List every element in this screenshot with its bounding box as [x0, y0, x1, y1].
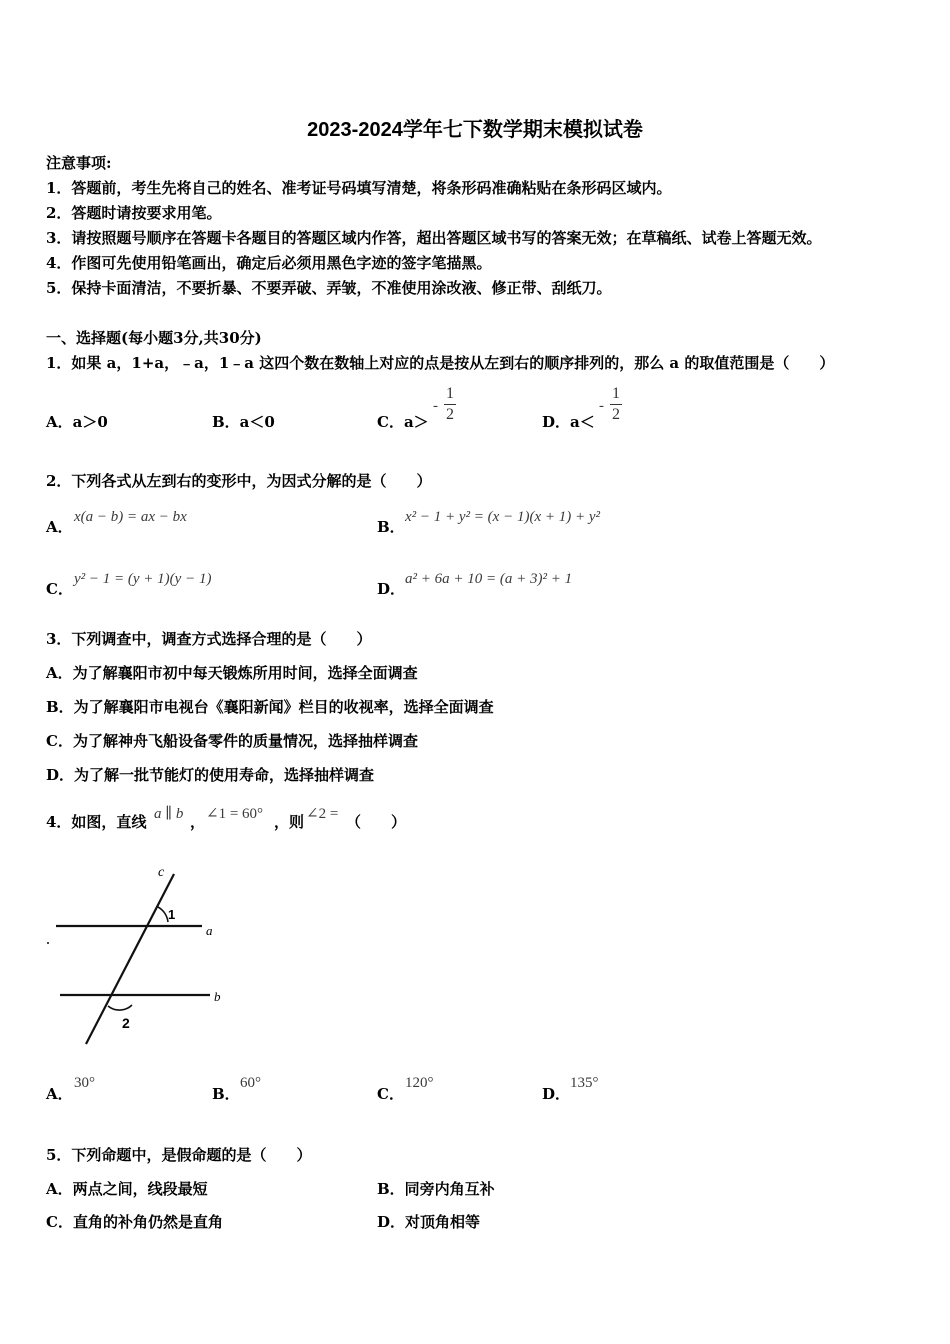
- line-c: [86, 874, 174, 1044]
- q4-label-d: D．: [542, 1085, 571, 1103]
- q1-option-a: A．a＞0: [46, 413, 108, 431]
- q3-stem: 3．下列调查中，调查方式选择合理的是（ ）: [46, 630, 372, 648]
- angle-2-arc: [108, 1005, 132, 1010]
- angle-1-arc: [158, 907, 168, 922]
- q1-option-d: D．a＜: [542, 413, 595, 431]
- q2-label-c: C．: [46, 580, 73, 598]
- q2-label-b: B．: [377, 518, 405, 536]
- q4-stem-pre: 4．如图，直线: [46, 813, 147, 831]
- q3-option-b: B．为了解襄阳市电视台《襄阳新闻》栏目的收视率，选择全面调查: [46, 698, 494, 716]
- notice-item: 3．请按照题号顺序在答题卡各题目的答题区域内作答，超出答题区域书写的答案无效；在草稿纸、试卷上答题无效。: [46, 229, 822, 247]
- q4-figure: [40, 862, 240, 1052]
- q2-expr-d: a² + 6a + 10 = (a + 3)² + 1: [405, 571, 573, 587]
- q2-label-d: D．: [377, 580, 406, 598]
- q4-value-a: 30°: [74, 1075, 95, 1091]
- fraction-denominator: 2: [612, 406, 620, 423]
- q3-option-d: D．为了解一批节能灯的使用寿命，选择抽样调查: [46, 766, 375, 784]
- label-angle-2: 2: [122, 1015, 130, 1031]
- q4-parallel: a ∥ b: [154, 806, 184, 822]
- q2-label-a: A．: [46, 518, 73, 536]
- q1-option-b: B．a＜0: [212, 413, 275, 431]
- q4-angle1: ∠1 = 60°: [206, 806, 264, 822]
- q2-expr-c: y² − 1 = (y + 1)(y − 1): [74, 571, 212, 587]
- label-a: a: [206, 923, 213, 938]
- label-c: c: [158, 865, 165, 880]
- q2-expr-a: x(a − b) = ax − bx: [74, 509, 187, 525]
- notice-item: 1．答题前，考生先将自己的姓名、准考证号码填写清楚，将条形码准确粘贴在条形码区域内。: [46, 179, 672, 197]
- q4-angle2: ∠2 =: [306, 806, 339, 822]
- q4-value-c: 120°: [405, 1075, 434, 1091]
- q3-option-c: C．为了解神舟飞船设备零件的质量情况，选择抽样调查: [46, 732, 418, 750]
- q5-stem: 5．下列命题中，是假命题的是（ ）: [46, 1146, 312, 1164]
- notice-item: 5．保持卡面清洁，不要折暴、不要弄破、弄皱，不准使用涂改液、修正带、刮纸刀。: [46, 279, 612, 297]
- q1-c-minus: -: [433, 398, 438, 414]
- q5-option-a: A．两点之间，线段最短: [46, 1180, 208, 1198]
- notice-heading: 注意事项:: [46, 154, 112, 172]
- label-b: b: [214, 989, 221, 1004]
- q4-label-a: A．: [46, 1085, 73, 1103]
- q4-comma: ，: [190, 813, 206, 831]
- q2-expr-b: x² − 1 + y² = (x − 1)(x + 1) + y²: [405, 509, 600, 525]
- stray-dot: [47, 942, 49, 944]
- q4-stem-post: （ ）: [346, 813, 407, 831]
- fraction-numerator: 1: [612, 385, 620, 402]
- q2-stem: 2．下列各式从左到右的变形中，为因式分解的是（ ）: [46, 472, 432, 490]
- label-angle-1: 1: [168, 907, 176, 922]
- q4-label-c: C．: [377, 1085, 404, 1103]
- q5-option-b: B．同旁内角互补: [377, 1180, 495, 1198]
- q1-option-c: C．a＞: [377, 413, 429, 431]
- q1-d-minus: -: [599, 398, 604, 414]
- notice-item: 2．答题时请按要求用笔。: [46, 204, 222, 222]
- q4-value-d: 135°: [570, 1075, 599, 1091]
- q1-stem: 1．如果 a，1+a，﹣a，1﹣a 这四个数在数轴上对应的点是按从左到右的顺序排列的，那么 a 的取值范围是（ ）: [46, 354, 835, 372]
- fraction-numerator: 1: [446, 385, 454, 402]
- fraction-denominator: 2: [446, 406, 454, 423]
- q1-d-fraction: [610, 385, 622, 424]
- page-title: 2023-2024学年七下数学期末模拟试卷: [307, 119, 643, 141]
- q4-value-b: 60°: [240, 1075, 261, 1091]
- q3-option-a: A．为了解襄阳市初中每天锻炼所用时间，选择全面调查: [46, 664, 418, 682]
- q4-stem-mid: ，则: [274, 813, 305, 831]
- q4-label-b: B．: [212, 1085, 240, 1103]
- q5-option-d: D．对顶角相等: [377, 1213, 481, 1231]
- section-heading: 一、选择题(每小题3分,共30分): [46, 329, 262, 347]
- notice-item: 4．作图可先使用铅笔画出，确定后必须用黑色字迹的签字笔描黑。: [46, 254, 492, 272]
- q5-option-c: C．直角的补角仍然是直角: [46, 1213, 223, 1231]
- q1-c-fraction: [444, 385, 456, 424]
